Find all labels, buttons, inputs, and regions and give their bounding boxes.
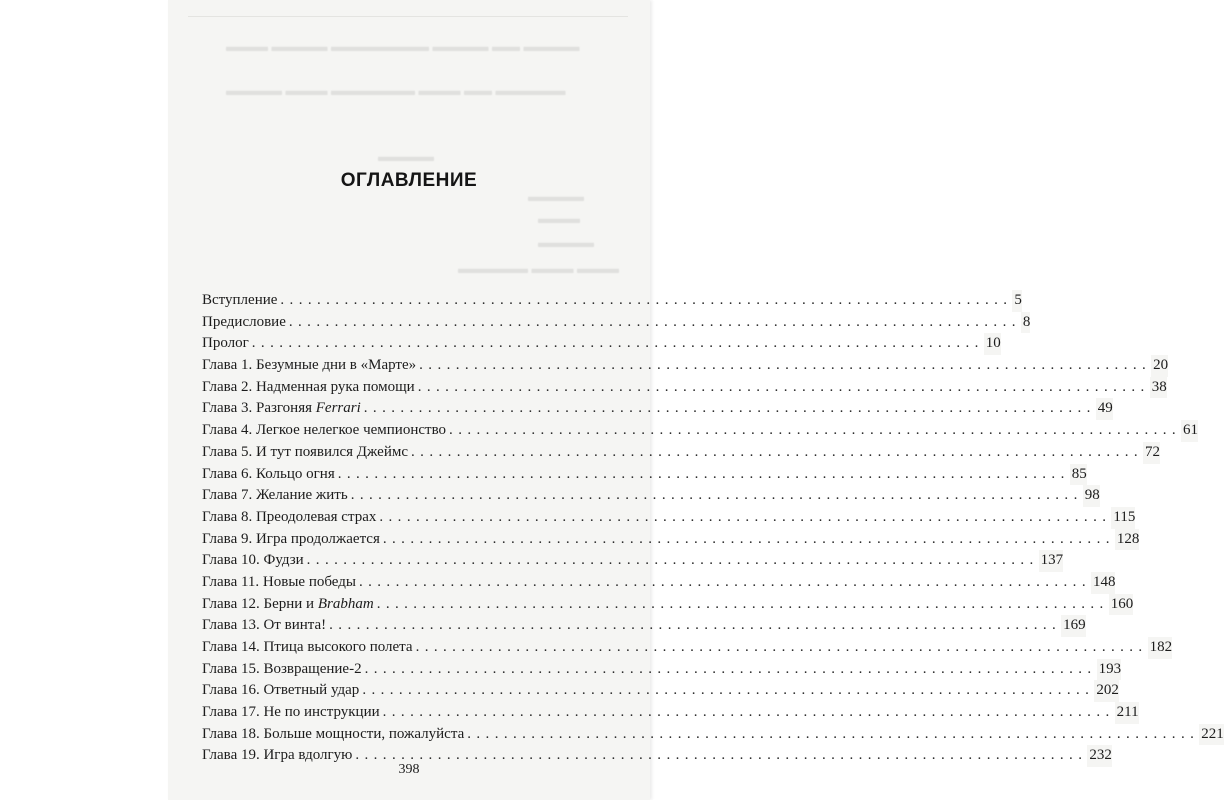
- dot-leader: ................................................................................: [382, 704, 1115, 721]
- toc-entry-page: 72: [1143, 442, 1160, 464]
- dot-leader: ................................................................................: [415, 639, 1148, 655]
- dot-leader: ................................................................................: [306, 552, 1039, 569]
- toc-entry-title-text: Глава 4. Легкое нелегкое чемпионство: [202, 422, 447, 439]
- toc-entry-title-text: Вступление: [202, 292, 278, 308]
- toc-entry-title-text: Пролог: [202, 335, 249, 352]
- toc-entry: [202, 442, 1161, 464]
- toc-entry-title-text: Глава 9. Игра продолжается: [202, 530, 380, 547]
- toc-entry-page: 128: [1115, 529, 1140, 551]
- dot-leader: ................................................................................: [376, 595, 1109, 612]
- dot-leader: ................................................................................: [358, 573, 1091, 590]
- toc-entry-title: [202, 637, 416, 659]
- toc-entry-title-text: Глава 1. Безумные дни в «Марте»: [202, 357, 417, 374]
- toc-entry-page: 61: [1181, 420, 1198, 442]
- toc-entry-title: [202, 594, 377, 616]
- toc-entry-title-text: Глава 2. Надменная рука помощи: [202, 378, 415, 395]
- dot-leader: ................................................................................: [382, 530, 1115, 547]
- dot-leader: ................................................................................: [411, 443, 1144, 460]
- toc-entry-title-text: Глава 12. Берни и: [202, 595, 318, 612]
- toc-entry: [202, 290, 1022, 312]
- show-through-rule: [188, 16, 628, 17]
- dot-leader: ................................................................................: [379, 508, 1112, 525]
- toc-entry: [202, 680, 1119, 702]
- toc-entry-title: [202, 529, 383, 551]
- toc-entry: [202, 572, 1116, 594]
- dot-leader: ................................................................................: [355, 747, 1088, 764]
- toc-entry-title: [202, 615, 329, 637]
- toc-entry: [202, 702, 1139, 724]
- show-through-text: ▬▬▬▬▬ ▬▬▬ ▬▬▬: [458, 262, 619, 277]
- toc-entry-page: 182: [1148, 637, 1173, 659]
- toc-entry-title-italic: Ferrari: [315, 400, 361, 417]
- toc-entry-title: [202, 355, 419, 377]
- toc-entry-page: 137: [1039, 550, 1064, 572]
- toc-entry-title: [202, 572, 359, 594]
- dot-leader: ................................................................................: [364, 660, 1097, 677]
- toc-entry-title-italic: Brabham: [317, 595, 374, 612]
- show-through-text: ▬▬▬▬: [528, 190, 584, 205]
- toc-entry-page: 98: [1083, 485, 1100, 507]
- dot-leader: ................................................................................: [288, 313, 1021, 330]
- page-number: 398: [398, 762, 420, 777]
- toc-entry-title: [202, 333, 252, 355]
- toc-entry-title: [202, 550, 307, 572]
- toc-entry: [202, 550, 1064, 572]
- dot-leader: ................................................................................: [467, 725, 1200, 742]
- toc-entry-title-text: Глава 18. Больше мощности, пожалуйста: [202, 725, 465, 742]
- toc-entry: [202, 398, 1113, 420]
- toc-entry-title-text: Глава 17. Не по инструкции: [202, 704, 380, 721]
- toc-list: [202, 290, 1224, 767]
- toc-entry: [202, 377, 1167, 399]
- dot-leader: ................................................................................: [363, 400, 1096, 417]
- toc-entry: [202, 637, 1173, 659]
- toc-entry-title: [202, 659, 365, 681]
- dot-leader: ................................................................................: [337, 465, 1070, 482]
- dot-leader: ................................................................................: [280, 292, 1013, 308]
- toc-entry-page: 8: [1021, 312, 1031, 334]
- toc-entry-title: [202, 420, 449, 442]
- toc-entry-title: [202, 464, 338, 486]
- toc-entry-page: 202: [1094, 680, 1119, 702]
- dot-leader: ................................................................................: [329, 617, 1062, 634]
- toc-entry-title-text: Глава 3. Разгоняя: [202, 400, 316, 417]
- toc-entry-title: [202, 724, 467, 746]
- toc-entry-page: 169: [1061, 615, 1086, 637]
- toc-entry-page: 49: [1096, 398, 1113, 420]
- toc-entry-page: 38: [1150, 377, 1167, 399]
- show-through-text: ▬▬▬▬ ▬▬▬ ▬▬▬▬▬▬ ▬▬▬ ▬▬ ▬▬▬▬▬: [226, 84, 566, 99]
- show-through-text: ▬▬▬▬: [538, 236, 594, 251]
- toc-entry: [202, 355, 1169, 377]
- toc-entry-page: 20: [1151, 355, 1168, 377]
- toc-entry-page: 211: [1115, 702, 1139, 724]
- toc-entry: [202, 594, 1134, 616]
- toc-entry-title: [202, 702, 383, 724]
- toc-entry-title: [202, 485, 351, 507]
- show-through-text: ▬▬▬ ▬▬▬▬ ▬▬▬▬▬▬▬ ▬▬▬▬ ▬▬ ▬▬▬▬: [226, 40, 580, 55]
- toc-entry-title: [202, 442, 411, 464]
- toc-heading: ОГЛАВЛЕНИЕ: [340, 170, 478, 191]
- show-through-text: ▬▬▬: [538, 212, 580, 227]
- toc-entry-page: 5: [1012, 290, 1022, 312]
- toc-entry-page: 221: [1199, 724, 1224, 746]
- toc-entry-page: 232: [1087, 745, 1112, 767]
- toc-entry-title: [202, 680, 362, 702]
- toc-entry-title-text: Глава 11. Новые победы: [202, 573, 356, 590]
- toc-entry: [202, 659, 1122, 681]
- toc-entry-page: 10: [984, 333, 1001, 355]
- toc-entry-title-text: Глава 8. Преодолевая страх: [202, 508, 377, 525]
- toc-entry: [202, 464, 1087, 486]
- toc-entry-title-text: Предисловие: [202, 313, 286, 330]
- toc-entry-title-text: Глава 15. Возвращение-2: [202, 660, 362, 677]
- toc-entry-title: [202, 398, 364, 420]
- dot-leader: ................................................................................: [350, 487, 1083, 504]
- toc-entry-title: [202, 377, 418, 399]
- dot-leader: ................................................................................: [419, 357, 1152, 374]
- toc-entry: [202, 724, 1224, 746]
- toc-entry-title-text: Глава 5. И тут появился Джеймс: [202, 443, 409, 460]
- toc-entry-page: 115: [1111, 507, 1135, 529]
- toc-entry-title-text: Глава 19. Игра вдолгую: [202, 747, 353, 764]
- toc-entry-title-text: Глава 10. Фудзи: [202, 552, 304, 569]
- toc-entry-title: [202, 312, 289, 334]
- dot-leader: ................................................................................: [362, 682, 1095, 699]
- show-through-text: ▬▬▬▬: [378, 150, 434, 165]
- toc-entry: [202, 333, 1001, 355]
- dot-leader: ................................................................................: [417, 378, 1150, 395]
- dot-leader: ................................................................................: [449, 422, 1182, 439]
- toc-entry-title-text: Глава 6. Кольцо огня: [202, 465, 335, 482]
- toc-entry-page: 85: [1070, 464, 1087, 486]
- book-page: [168, 0, 1224, 800]
- toc-entry: [202, 485, 1100, 507]
- dot-leader: ................................................................................: [251, 335, 984, 352]
- toc-entry-title-text: Глава 7. Желание жить: [202, 487, 348, 504]
- toc-entry-page: 160: [1109, 594, 1134, 616]
- toc-entry-title-text: Глава 14. Птица высокого полета: [202, 639, 413, 655]
- toc-entry: [202, 529, 1140, 551]
- toc-entry: [202, 420, 1199, 442]
- toc-entry: [202, 507, 1136, 529]
- toc-entry-title: [202, 507, 379, 529]
- toc-entry-title: [202, 290, 280, 312]
- toc-entry-title-text: Глава 16. Ответный удар: [202, 682, 360, 699]
- toc-entry: [202, 312, 1031, 334]
- toc-entry: [202, 615, 1086, 637]
- toc-entry-page: 148: [1091, 572, 1116, 594]
- toc-entry-page: 193: [1097, 659, 1122, 681]
- toc-entry-title-text: Глава 13. От винта!: [202, 617, 327, 634]
